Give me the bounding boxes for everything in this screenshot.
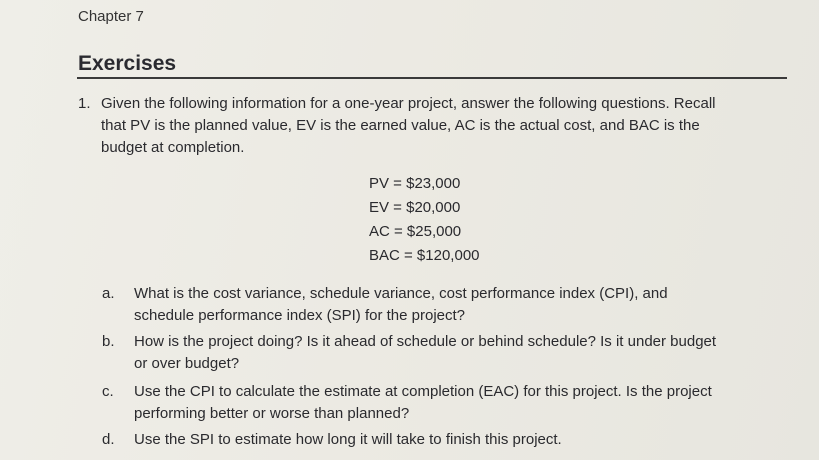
given-values <box>369 172 480 268</box>
subquestion-text <box>134 331 716 375</box>
question-line: budget at completion. <box>101 139 245 156</box>
subquestion-line: or over budget? <box>134 355 240 372</box>
value-ac: AC = $25,000 <box>369 223 462 240</box>
subquestion-line: performing better or worse than planned? <box>134 405 410 422</box>
question-number: 1. <box>78 95 91 112</box>
section-heading: Exercises <box>78 52 177 75</box>
subquestion-line: What is the cost variance, schedule variance, cost performance index (CPI), and <box>134 285 668 302</box>
subquestion-line: Use the CPI to calculate the estimate at completion (EAC) for this project. Is the project <box>134 383 712 400</box>
subquestion-text <box>134 429 562 451</box>
value-ev: EV = $20,000 <box>369 199 461 216</box>
subquestion-line: How is the project doing? Is it ahead of schedule or behind schedule? Is it under budget <box>134 333 717 350</box>
subquestion-line: schedule performance index (SPI) for the project? <box>134 307 466 324</box>
subquestion-letter: b. <box>102 333 115 350</box>
chapter-label: Chapter 7 <box>78 8 144 25</box>
subquestion-letter: c. <box>102 383 114 400</box>
question-text <box>101 93 801 159</box>
question-line: that PV is the planned value, EV is the earned value, AC is the actual cost, and BAC is the <box>101 117 700 134</box>
value-bac: BAC = $120,000 <box>369 247 480 264</box>
question-line: Given the following information for a one-year project, answer the following questions. Recall <box>101 95 716 112</box>
subquestion-letter: a. <box>102 285 115 302</box>
subquestion-line: Use the SPI to estimate how long it will take to finish this project. <box>134 431 562 448</box>
subquestion-text <box>134 381 712 425</box>
value-pv: PV = $23,000 <box>369 175 461 192</box>
subquestion-text <box>134 283 668 327</box>
heading-rule <box>77 77 787 79</box>
subquestion-letter: d. <box>102 431 115 448</box>
